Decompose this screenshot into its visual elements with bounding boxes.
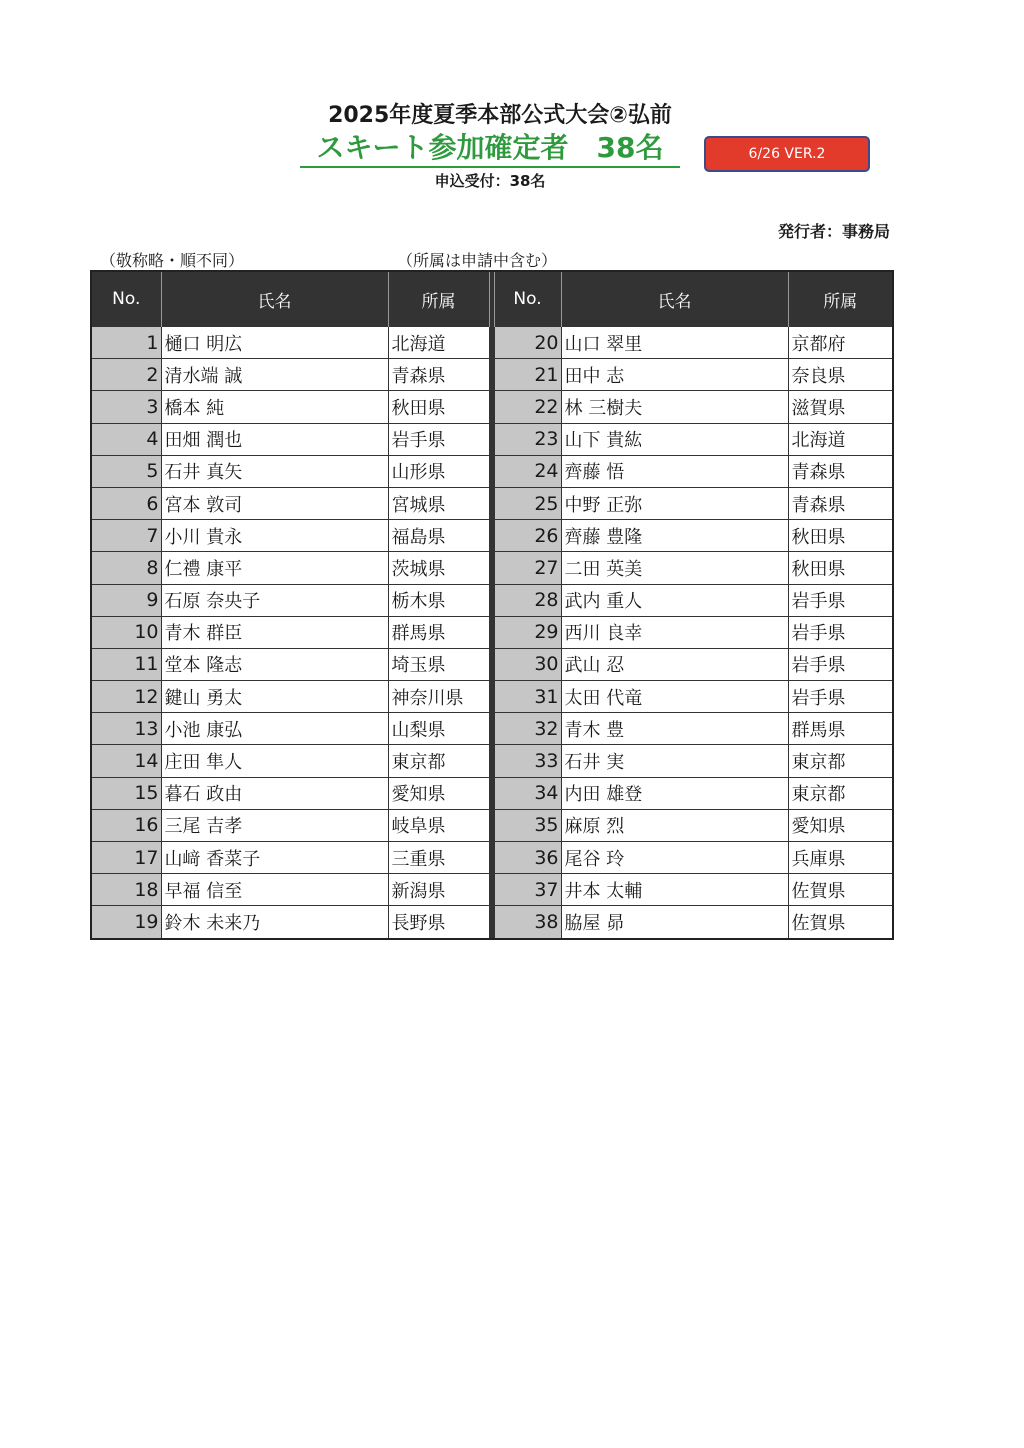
participant-name: 石井 真矢 [161,455,388,487]
table-row [91,327,893,359]
participant-number: 31 [494,681,561,713]
participant-affiliation: 佐賀県 [788,906,893,939]
participant-number: 8 [91,552,161,584]
participant-affiliation: 佐賀県 [788,874,893,906]
participant-affiliation: 神奈川県 [388,681,489,713]
participant-affiliation: 奈良県 [788,359,893,391]
participant-name: 清水端 誠 [161,359,388,391]
participant-number: 37 [494,874,561,906]
participant-affiliation: 東京都 [788,745,893,777]
table-row [91,584,893,616]
table-row [91,681,893,713]
participant-name: 尾谷 玲 [561,842,788,874]
participant-name: 宮本 敦司 [161,487,388,519]
participant-number: 22 [494,391,561,423]
participant-affiliation: 群馬県 [388,616,489,648]
participant-name: 橋本 純 [161,391,388,423]
page-subtitle: スキート参加確定者 38名 [300,132,680,168]
participant-name: 庄田 隼人 [161,745,388,777]
participant-name: 樋口 明広 [161,327,388,359]
participant-number: 25 [494,487,561,519]
participant-number: 6 [91,487,161,519]
participant-number: 17 [91,842,161,874]
participant-name: 林 三樹夫 [561,391,788,423]
participant-affiliation: 京都府 [788,327,893,359]
table-row [91,777,893,809]
participant-name: 青木 群臣 [161,616,388,648]
participant-name: 齊藤 悟 [561,455,788,487]
participant-name: 山﨑 香菜子 [161,842,388,874]
table-row [91,455,893,487]
participant-affiliation: 宮城県 [388,487,489,519]
table-row [91,874,893,906]
participant-affiliation: 滋賀県 [788,391,893,423]
participant-name: 仁禮 康平 [161,552,388,584]
participant-name: 二田 英美 [561,552,788,584]
participant-affiliation: 愛知県 [388,777,489,809]
participant-name: 鈴木 未来乃 [161,906,388,939]
participant-number: 7 [91,520,161,552]
participant-number: 38 [494,906,561,939]
participant-name: 山口 翠里 [561,327,788,359]
participant-number: 15 [91,777,161,809]
table-row [91,713,893,745]
participant-affiliation: 栃木県 [388,584,489,616]
participant-affiliation: 北海道 [388,327,489,359]
header-name-right: 氏名 [561,271,788,327]
participant-number: 11 [91,648,161,680]
participant-affiliation: 青森県 [788,455,893,487]
participant-affiliation: 秋田県 [788,520,893,552]
participant-affiliation: 東京都 [388,745,489,777]
participant-number: 1 [91,327,161,359]
participant-name: 齊藤 豊隆 [561,520,788,552]
participant-number: 14 [91,745,161,777]
participant-number: 28 [494,584,561,616]
participant-number: 18 [91,874,161,906]
participant-affiliation: 岩手県 [388,423,489,455]
participant-number: 9 [91,584,161,616]
participant-affiliation: 愛知県 [788,809,893,841]
participant-affiliation: 青森県 [788,487,893,519]
participant-affiliation: 秋田県 [788,552,893,584]
participant-affiliation: 茨城県 [388,552,489,584]
participant-affiliation: 岩手県 [788,584,893,616]
participant-number: 3 [91,391,161,423]
table-row [91,616,893,648]
page-title: 2025年度夏季本部公式大会②弘前 [328,103,672,128]
participant-name: 内田 雄登 [561,777,788,809]
participant-affiliation: 埼玉県 [388,648,489,680]
participant-name: 石井 実 [561,745,788,777]
table-row [91,391,893,423]
participant-name: 脇屋 昴 [561,906,788,939]
participant-name: 田畑 潤也 [161,423,388,455]
participant-name: 井本 太輔 [561,874,788,906]
table-body [91,327,893,939]
participant-affiliation: 福島県 [388,520,489,552]
participant-number: 5 [91,455,161,487]
participant-affiliation: 青森県 [388,359,489,391]
version-badge: 6/26 VER.2 [704,136,870,172]
participant-name: 中野 正弥 [561,487,788,519]
participant-affiliation: 岩手県 [788,616,893,648]
participant-name: 小川 貴永 [161,520,388,552]
participant-number: 30 [494,648,561,680]
participant-number: 36 [494,842,561,874]
participant-number: 2 [91,359,161,391]
participant-number: 21 [494,359,561,391]
participant-number: 12 [91,681,161,713]
participant-table [90,270,894,940]
participant-name: 石原 奈央子 [161,584,388,616]
participant-affiliation: 群馬県 [788,713,893,745]
header-affiliation-right: 所属 [788,271,893,327]
participant-number: 13 [91,713,161,745]
participant-affiliation: 長野県 [388,906,489,939]
table-row [91,745,893,777]
participant-affiliation: 岩手県 [788,681,893,713]
table-row [91,809,893,841]
participant-affiliation: 岐阜県 [388,809,489,841]
participant-affiliation: 山形県 [388,455,489,487]
participant-number: 24 [494,455,561,487]
participant-number: 35 [494,809,561,841]
participant-number: 19 [91,906,161,939]
participant-affiliation: 山梨県 [388,713,489,745]
table-row [91,359,893,391]
participant-name: 早福 信至 [161,874,388,906]
participant-number: 20 [494,327,561,359]
table-row [91,842,893,874]
participant-name: 鍵山 勇太 [161,681,388,713]
table-row [91,520,893,552]
header-name-left: 氏名 [161,271,388,327]
participant-name: 青木 豊 [561,713,788,745]
participant-affiliation: 新潟県 [388,874,489,906]
table-row [91,552,893,584]
participant-number: 29 [494,616,561,648]
participant-name: 田中 志 [561,359,788,391]
participant-name: 三尾 吉孝 [161,809,388,841]
table-row [91,906,893,939]
participant-number: 27 [494,552,561,584]
participant-affiliation: 北海道 [788,423,893,455]
participant-number: 33 [494,745,561,777]
affiliation-note: （所属は申請中含む） [397,251,558,270]
header-no-right: No. [494,271,561,327]
participant-name: 武山 忍 [561,648,788,680]
participant-affiliation: 岩手県 [788,648,893,680]
participant-number: 4 [91,423,161,455]
participant-affiliation: 秋田県 [388,391,489,423]
participant-number: 26 [494,520,561,552]
participant-number: 32 [494,713,561,745]
participant-affiliation: 三重県 [388,842,489,874]
participant-name: 暮石 政由 [161,777,388,809]
receipt-count: 申込受付：38名 [434,172,546,190]
participant-name: 山下 貴紘 [561,423,788,455]
participant-number: 34 [494,777,561,809]
participant-number: 10 [91,616,161,648]
table-row [91,648,893,680]
participant-name: 堂本 隆志 [161,648,388,680]
participant-affiliation: 兵庫県 [788,842,893,874]
participant-name: 麻原 烈 [561,809,788,841]
header-affiliation-left: 所属 [388,271,489,327]
participant-name: 武内 重人 [561,584,788,616]
issuer-label: 発行者：事務局 [777,222,890,241]
participant-affiliation: 東京都 [788,777,893,809]
table-row [91,487,893,519]
participant-name: 小池 康弘 [161,713,388,745]
honorific-note: （敬称略・順不同） [100,251,245,270]
header-no-left: No. [91,271,161,327]
participant-name: 西川 良幸 [561,616,788,648]
participant-name: 太田 代竜 [561,681,788,713]
participant-number: 23 [494,423,561,455]
table-row [91,423,893,455]
participant-number: 16 [91,809,161,841]
table-header-row [91,271,893,327]
